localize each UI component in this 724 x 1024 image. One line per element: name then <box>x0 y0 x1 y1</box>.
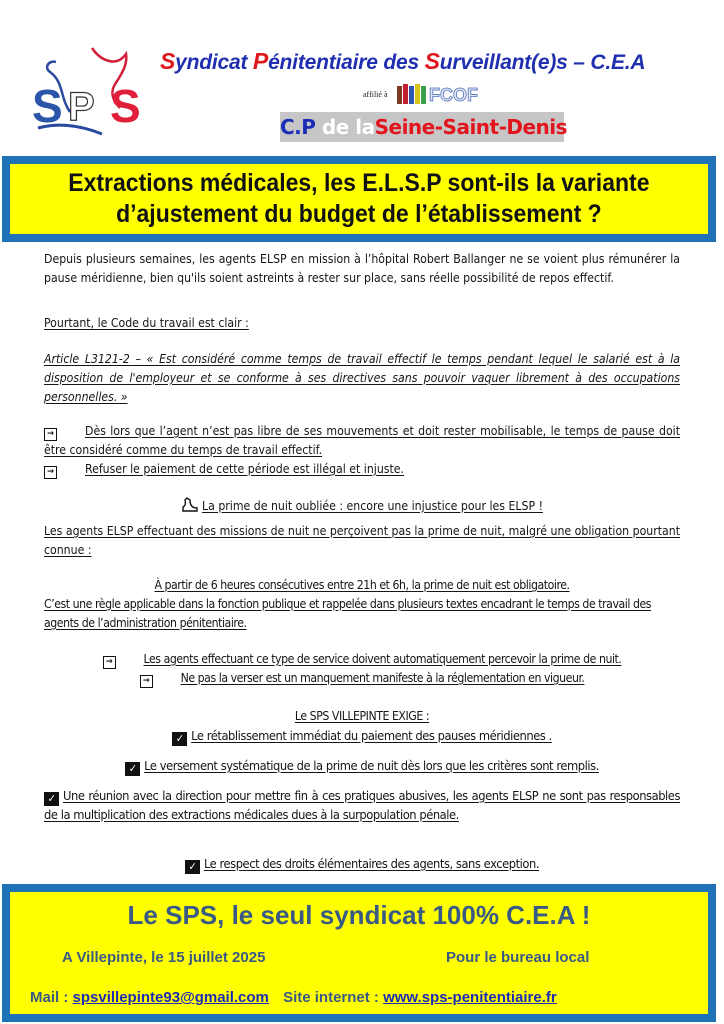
website-link[interactable]: www.sps-penitentiaire.fr <box>383 989 557 1006</box>
place-date: A Villepinte, le 15 juillet 2025 <box>62 949 266 966</box>
email-link[interactable]: spsvillepinte93@gmail.com <box>72 989 269 1006</box>
sps-logo <box>30 42 155 137</box>
night-rule: À partir de 6 heures consécutives entre 21h et 6h, la prime de nuit est obligatoire. <box>154 578 570 592</box>
shoe-icon <box>181 497 199 513</box>
arrow-box-icon: → <box>140 675 153 688</box>
night-rule-detail: C’est une règle applicable dans la fonction publique et rappelée dans plusieurs textes encadrant le temps de travail des agents de l’administration pénitentiaire. <box>44 597 652 630</box>
site-label: Site internet : <box>283 989 384 1006</box>
demand-item: ✓ Le versement systématique de la prime de nuit dès lors que les critères sont remplis. <box>44 757 680 776</box>
svg-text:S: S <box>32 80 63 132</box>
footer-box <box>2 884 716 1022</box>
checkbox-checked-icon: ✓ <box>44 792 59 806</box>
slogan: Le SPS, le seul syndicat 100% C.E.A ! <box>127 900 591 930</box>
night-point-1: → Les agents effectuant ce type de service doivent automatiquement percevoir la prime de nuit. <box>44 650 680 669</box>
night-heading: La prime de nuit oubliée : encore une injustice pour les ELSP ! <box>44 497 680 516</box>
contact-line <box>30 989 557 1006</box>
affiliation-label: affilié à <box>363 89 388 99</box>
organization-name: Syndicat Pénitentiaire des Surveillant(e)s – C.E.A <box>160 48 646 74</box>
arrow-box-icon: → <box>103 656 116 669</box>
checkbox-checked-icon: ✓ <box>125 762 140 776</box>
code-heading: Pourtant, le Code du travail est clair : <box>44 316 249 330</box>
checkbox-checked-icon: ✓ <box>185 860 200 874</box>
pause-point-2: → Refuser le paiement de cette période est illégal et injuste. <box>44 460 680 479</box>
page-title: Extractions médicales, les E.L.S.P sont-ils la variante d’ajustement du budget de l’établissement ? <box>68 169 650 228</box>
arrow-box-icon: → <box>44 428 57 441</box>
demand-item: ✓ Le rétablissement immédiat du paiement des pauses méridiennes . <box>44 727 680 746</box>
demand-item: ✓ Une réunion avec la direction pour mettre fin à ces pratiques abusives, les agents ELSP ne sont pas responsables de la multiplication des extractions médicales dues à la surpopulation pénale. <box>44 789 680 823</box>
affiliation <box>363 80 388 108</box>
site-banner: C.P de laSeine-Saint-Denis <box>280 112 564 142</box>
fcof-text: FCOF <box>429 85 478 105</box>
intro-paragraph: Depuis plusieurs semaines, les agents ELSP en mission à l’hôpital Robert Ballanger ne se voient plus rémunérer la pause méridienne, bien qu'ils soient astreints à rester sur place, sans réelle possibilité de repos effectif. <box>44 252 680 285</box>
fcof-logo <box>395 80 485 108</box>
mail-label: Mail : <box>30 989 73 1006</box>
title-box <box>2 156 716 242</box>
svg-text:P: P <box>68 85 95 129</box>
article-quote: Article L3121-2 – « Est considéré comme temps de travail effectif le temps pendant lequel le salarié est à la disposition de l'employeur et se conforme à ses directives sans pouvoir vaquer librement à des occupations personnelles. » <box>44 352 680 404</box>
signoff: Pour le bureau local <box>446 949 590 966</box>
checkbox-checked-icon: ✓ <box>172 732 187 746</box>
arrow-box-icon: → <box>44 466 57 479</box>
night-point-2: → Ne pas la verser est un manquement manifeste à la réglementation en vigueur. <box>44 669 680 688</box>
night-intro: Les agents ELSP effectuant des missions de nuit ne perçoivent pas la prime de nuit, malgré une obligation pourtant connue : <box>44 524 680 557</box>
pause-point-1: → Dès lors que l’agent n’est pas libre de ses mouvements et doit rester mobilisable, le temps de pause doit être considéré comme du temps de travail effectif. <box>44 424 680 457</box>
demands-heading: Le SPS VILLEPINTE EXIGE : <box>294 709 430 723</box>
demand-item: ✓ Le respect des droits élémentaires des agents, sans exception. <box>44 855 680 874</box>
svg-text:S: S <box>110 80 141 132</box>
